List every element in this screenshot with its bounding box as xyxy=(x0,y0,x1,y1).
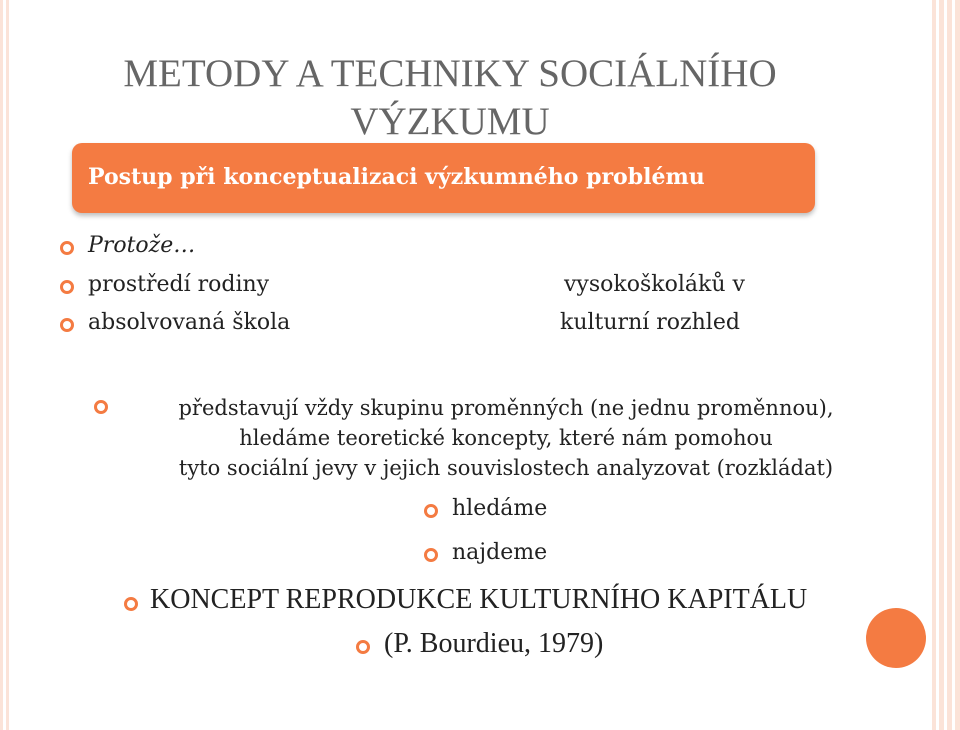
section-banner xyxy=(72,143,815,213)
slide-title: METODY A TECHNIKY SOCIÁLNÍHO VÝZKUMU xyxy=(123,52,777,143)
paragraph-line: tyto sociální jevy v jejich souvislostech analyzovat (rozkládat) xyxy=(178,456,834,480)
bullet-icon xyxy=(60,280,74,294)
banner-text: Postup při konceptualizaci výzkumného problému xyxy=(88,164,705,190)
bullet-icon xyxy=(94,400,108,414)
concept-heading: KONCEPT REPRODUKCE KULTURNÍHO KAPITÁLU xyxy=(150,584,808,615)
bullet-najdeme: najdeme xyxy=(452,540,548,565)
bullet-icon xyxy=(60,318,74,332)
paragraph-line: představují vždy skupinu proměnných (ne jednu proměnnou), xyxy=(178,396,834,420)
paragraph-line: hledáme teoretické koncepty, které nám pomohou xyxy=(239,426,773,450)
left-decorative-border xyxy=(0,0,12,730)
decorative-circle xyxy=(866,608,926,668)
bullet-icon xyxy=(124,597,138,611)
citation-bourdieu: (P. Bourdieu, 1979) xyxy=(384,628,604,659)
bullet-icon xyxy=(60,241,74,255)
bullet-absolvovana-skola: absolvovaná škola xyxy=(88,310,291,335)
bullet-icon xyxy=(424,548,438,562)
bullet-icon xyxy=(356,640,370,654)
right-decorative-border xyxy=(930,0,960,730)
right-text-kulturni-rozhled: kulturní rozhled xyxy=(560,310,740,335)
bullet-hledame: hledáme xyxy=(452,496,548,521)
bullet-protoze: Protože… xyxy=(88,233,196,258)
right-text-vysokoskolaku: vysokoškoláků v xyxy=(564,272,745,297)
explanation-paragraph xyxy=(118,393,894,483)
bullet-prostredi-rodiny: prostředí rodiny xyxy=(88,272,270,297)
bullet-icon xyxy=(424,504,438,518)
